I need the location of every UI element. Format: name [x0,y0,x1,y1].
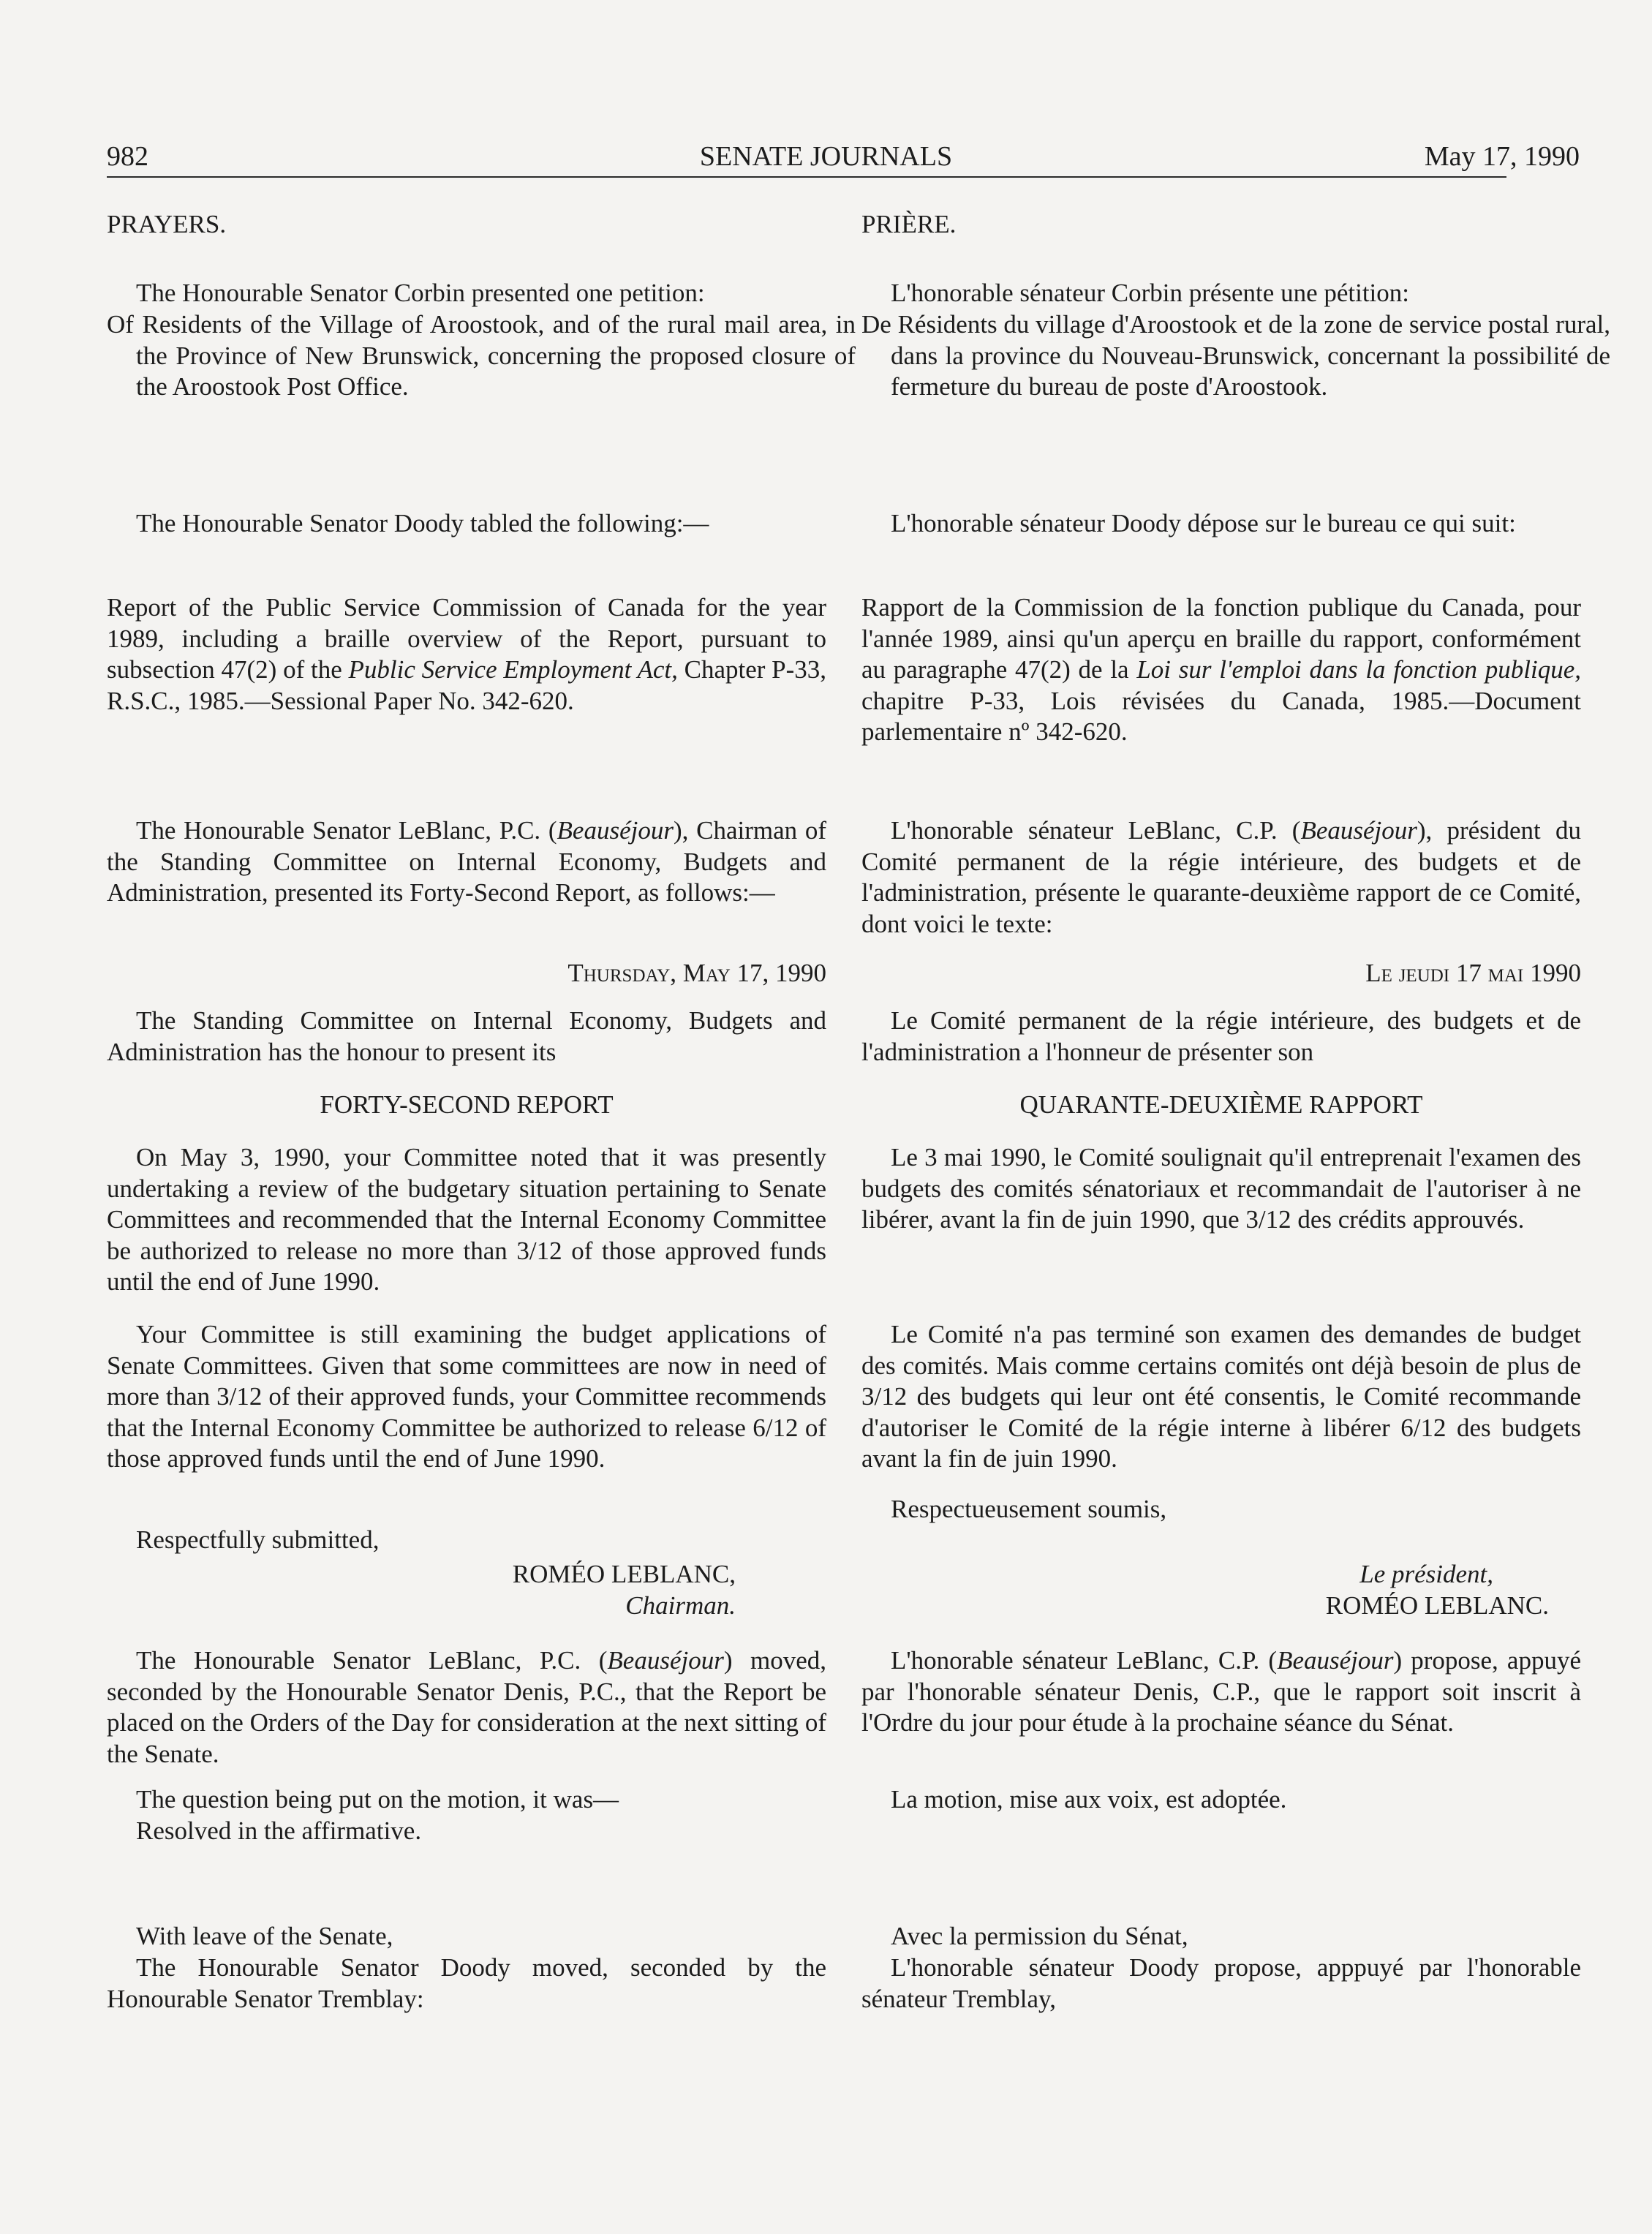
report-paragraph-1-fr: Le 3 mai 1990, le Comité soulignait qu'il entreprenait l'examen des budgets des comités sénatoriaux et recommandait de l'autoriser à ne libérer, avant la fin de juin 1990, que 3/12 des crédits approuvés. [861,1143,1581,1234]
report-paragraph-1: On May 3, 1990, your Committee noted that it was presently undertaking a review of the budgetary situation pertaining to Senate Committees and recommended that the Internal Economy Committee be authorized to release no more than 3/12 of those approved funds until the end of June 1990. [107,1143,826,1296]
report-date: Thursday, May 17, 1990 [567,959,826,987]
tabled-report-fr [861,592,1581,748]
leave-of-senate-fr: Avec la permission du Sénat, [891,1922,1188,1950]
report-title: FORTY-SECOND REPORT [320,1090,614,1119]
motion-paragraph-fr [861,1645,1581,1739]
respectfully-submitted: Respectfully submitted, [136,1525,380,1554]
report-title-fr: QUARANTE-DEUXIÈME RAPPORT [1019,1090,1423,1119]
page-number: 982 [107,141,148,172]
leblanc-text-1: The Honourable Senator LeBlanc, P.C. ( [136,816,557,845]
tabled-intro: The Honourable Senator Doody tabled the following:— [136,509,709,537]
tabled-report-act: Public Service Employment Act, [348,655,678,684]
header-rule [107,176,1506,178]
tabled-report-fr-text-2: chapitre P-33, Lois révisées du Canada, 1985.—Document parlementaire nº 342-620. [861,686,1581,746]
priere-heading: PRIÈRE. [861,210,957,238]
signer-name-fr: ROMÉO LEBLANC. [1325,1591,1549,1620]
header-date: May 17, 1990 [1424,141,1580,172]
motion-text-1: The Honourable Senator LeBlanc, P.C. ( [136,1646,608,1675]
leblanc-presentation-fr [861,815,1581,940]
tabled-report [107,592,826,717]
tabled-report-fr-text-1: Rapport de la Commission de la fonction publique du Canada, pour l'année 1989, ainsi qu'un aperçu en braille du rapport, conformément au paragraphe 47(2) de la [861,593,1581,684]
petition-intro: The Honourable Senator Corbin presented one petition: [136,279,705,307]
tabled-report-text-2: Chapter P-33, R.S.C., 1985.—Sessional Paper No. 342-620. [107,655,827,715]
respectfully-submitted-fr: Respectueusement soumis, [891,1495,1167,1523]
tabled-report-fr-act: Loi sur l'emploi dans la fonction publique, [1136,655,1581,684]
report-paragraph-2-fr: Le Comité n'a pas terminé son examen des demandes de budget des comités. Mais comme certains comités ont déjà besoin de plus de 3/12 des budgets qui leur ont été consentis, le Comité recommande d'autoriser le Comité de la régie interne à libérer 6/12 des budgets avant la fin de juin 1990. [861,1320,1581,1473]
leblanc-text-2: ), Chairman of the Standing Committee on Internal Economy, Budgets and Administration, presented its Forty-Second Report, as follows:— [107,816,826,907]
prayers-heading: PRAYERS. [107,210,227,238]
motion-text-2: ) moved, seconded by the Honourable Senator Denis, P.C., that the Report be placed on the Orders of the Day for consideration at the next sitting of the Senate. [107,1646,826,1768]
leblanc-fr-text-1: L'honorable sénateur LeBlanc, C.P. ( [891,816,1301,845]
leave-of-senate: With leave of the Senate, [136,1922,393,1950]
tabled-intro-fr: L'honorable sénateur Doody dépose sur le bureau ce qui suit: [891,509,1516,537]
motion-riding: Beauséjour [607,1646,724,1675]
running-title: SENATE JOURNALS [699,141,953,172]
signer-name: ROMÉO LEBLANC, [512,1560,736,1588]
signer-title-fr: Le président, [1359,1560,1493,1588]
signer-title-fr-wrap [861,1559,1493,1590]
question-fr: La motion, mise aux voix, est adoptée. [891,1785,1287,1814]
committee-intro: The Standing Committee on Internal Economy, Budgets and Administration has the honour to present its [107,1006,826,1066]
motion-fr-text-1: L'honorable sénateur LeBlanc, C.P. ( [891,1646,1278,1675]
motion-paragraph [107,1645,826,1770]
signer-title-wrap [107,1590,736,1622]
report-paragraph-2: Your Committee is still examining the budget applications of Senate Committees. Given that some committees are now in need of more than 3/12 of their approved funds, your Committee recommends that the Internal Economy Committee be authorized to release 6/12 of those approved funds until the end of June 1990. [107,1320,826,1473]
petition-text-fr: De Résidents du village d'Aroostook et de la zone de service postal rural, dans la province du Nouveau-Brunswick, concernant la possibilité de fermeture du bureau de poste d'Aroostook. [861,310,1610,401]
leblanc-fr-riding: Beauséjour [1300,816,1417,845]
question-line-1: The question being put on the motion, it was— [136,1785,619,1814]
motion-fr-riding: Beauséjour [1277,1646,1394,1675]
leblanc-riding: Beauséjour [557,816,674,845]
leblanc-fr-text-2: ), président du Comité permanent de la régie intérieure, des budgets et de l'administration, présente le quarante-deuxième rapport de ce Comité, dont voici le texte: [861,816,1581,938]
tabled-report-text-1: Report of the Public Service Commission of Canada for the year 1989, including a braille overview of the Report, pursuant to subsection 47(2) of the [107,593,826,684]
petition-text: Of Residents of the Village of Aroostook, and of the rural mail area, in the Province of New Brunswick, concerning the proposed closure of the Aroostook Post Office. [107,310,856,401]
signer-title: Chairman. [625,1591,736,1620]
question-line-2: Resolved in the affirmative. [136,1816,422,1845]
committee-intro-fr: Le Comité permanent de la régie intérieure, des budgets et de l'administration a l'honneur de présenter son [861,1006,1581,1066]
report-date-fr: Le jeudi 17 mai 1990 [1365,959,1581,987]
motion-fr-text-2: ) propose, appuyé par l'honorable sénateur Denis, C.P., que le rapport soit inscrit à l'Ordre du jour pour étude à la prochaine séance du Sénat. [861,1646,1581,1737]
petition-intro-fr: L'honorable sénateur Corbin présente une pétition: [891,279,1410,307]
doody-motion: The Honourable Senator Doody moved, seconded by the Honourable Senator Tremblay: [107,1953,826,2013]
leblanc-presentation [107,815,826,909]
doody-motion-fr: L'honorable sénateur Doody propose, apppuyé par l'honorable sénateur Tremblay, [861,1953,1581,2013]
